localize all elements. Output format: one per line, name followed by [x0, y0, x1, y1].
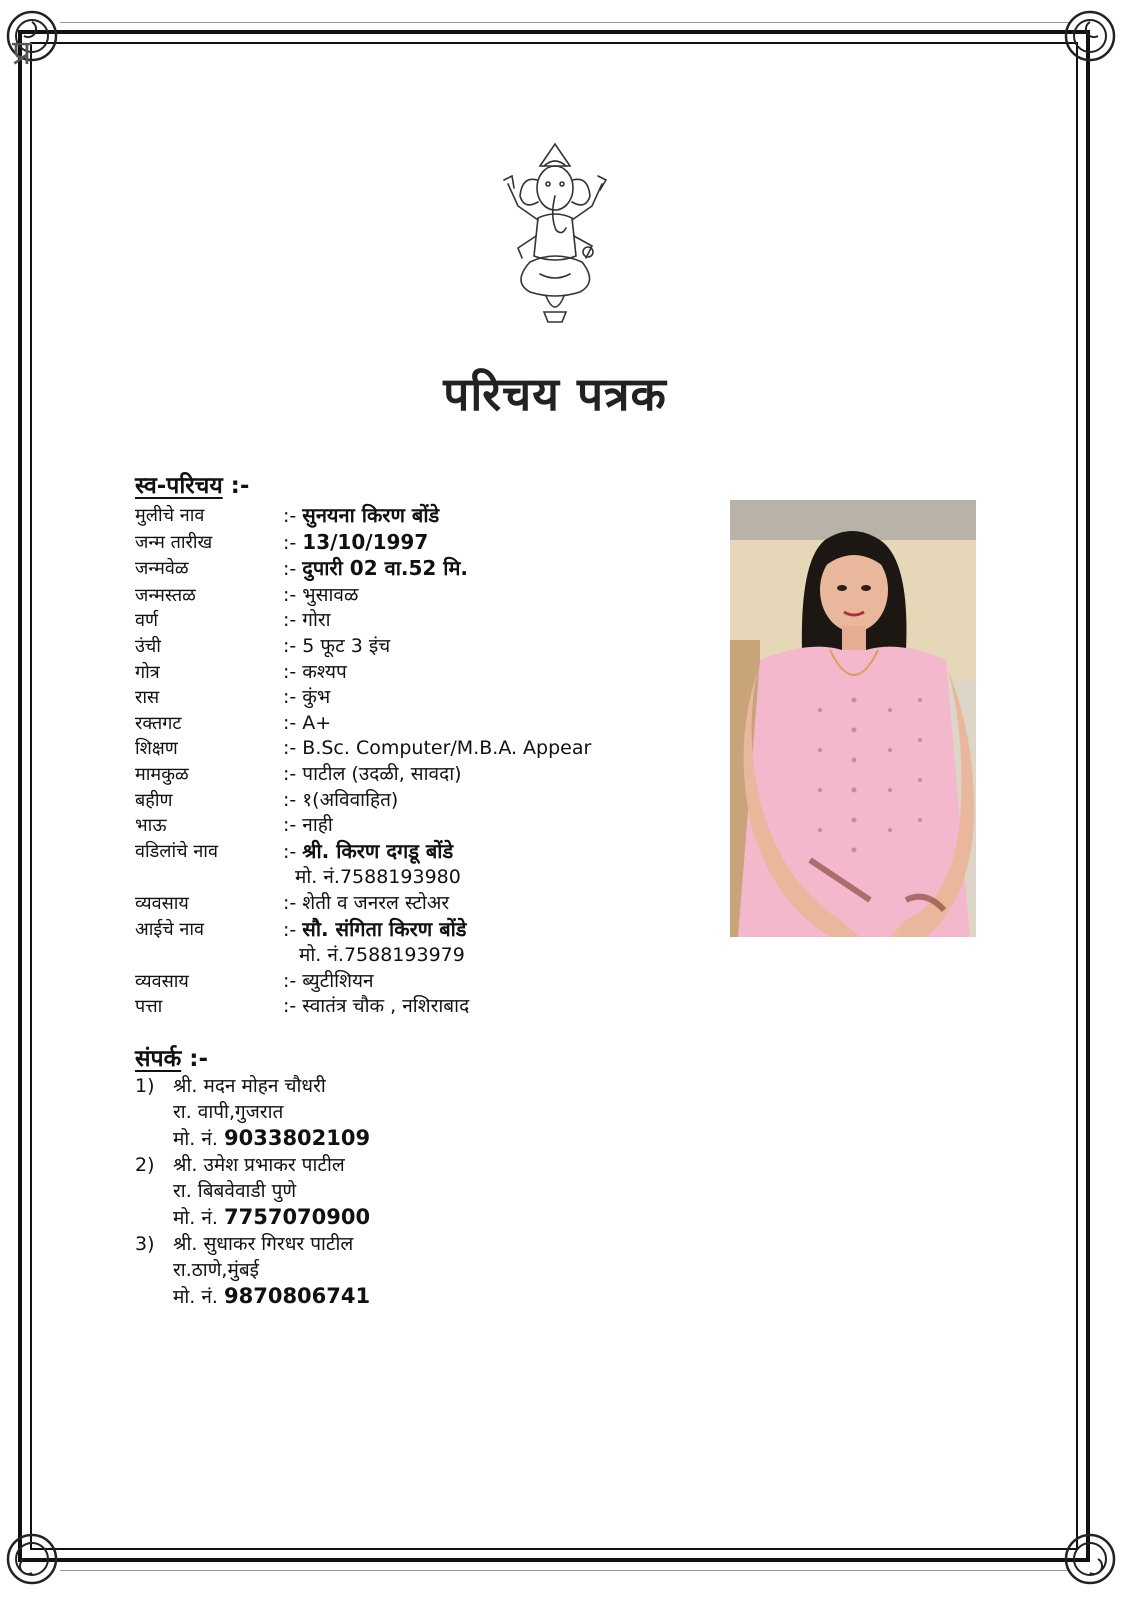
contact-phone — [173, 1125, 370, 1152]
corner-ornament-icon — [1062, 1531, 1118, 1587]
detail-row — [135, 556, 695, 583]
contact-heading — [135, 1041, 208, 1073]
detail-row — [135, 891, 695, 917]
detail-label: आईचे नाव — [135, 918, 205, 940]
detail-row — [135, 608, 695, 634]
detail-row — [135, 969, 695, 995]
detail-label: गोत्र — [135, 661, 160, 683]
detail-row — [135, 530, 695, 557]
contact-name: श्री. उमेश प्रभाकर पाटील — [173, 1154, 345, 1176]
contact-phone-prefix: मो. नं. — [173, 1207, 224, 1229]
detail-separator: :- — [283, 558, 303, 581]
contact-phone-prefix: मो. नं. — [173, 1128, 224, 1150]
detail-label: वडिलांचे नाव — [135, 840, 218, 862]
detail-label: वर्ण — [135, 610, 159, 632]
contact-number: 1) — [135, 1075, 155, 1097]
detail-value-text: सौ. संगिता किरण बोंडे — [302, 916, 467, 941]
detail-row — [135, 503, 695, 530]
detail-value — [283, 891, 695, 917]
contact-body — [173, 1231, 370, 1310]
detail-value — [283, 943, 695, 969]
detail-label: व्यवसाय — [135, 892, 189, 914]
detail-label: जन्म तारीख — [135, 531, 213, 553]
contact-name: श्री. सुधाकर गिरधर पाटील — [173, 1233, 354, 1255]
detail-separator: :- — [283, 840, 303, 863]
detail-separator: :- — [283, 891, 303, 914]
detail-row — [135, 839, 695, 866]
contact-phone-number: 9033802109 — [224, 1126, 371, 1150]
detail-row — [135, 865, 695, 891]
contact-phone-prefix: मो. नं. — [173, 1286, 224, 1308]
contact-body — [173, 1152, 370, 1231]
detail-value-text: दुपारी 02 वा.52 मि. — [302, 556, 469, 581]
detail-separator: :- — [283, 737, 303, 760]
detail-value-text: गोरा — [302, 609, 331, 632]
detail-row — [135, 736, 695, 762]
contact-number: 3) — [135, 1233, 155, 1255]
frame-top-line — [60, 22, 1070, 23]
detail-label: मुलीचे नाव — [135, 505, 205, 526]
personal-heading — [135, 468, 249, 500]
detail-label: शिक्षण — [135, 738, 178, 760]
detail-value-text: नाही — [302, 814, 333, 837]
contact-heading-text: संपर्क — [135, 1046, 182, 1072]
detail-value-text: पाटील (उदळी, सावदा) — [302, 762, 462, 785]
detail-separator: :- — [283, 788, 303, 811]
detail-separator: :- — [283, 814, 303, 837]
detail-value-text: भुसावळ — [302, 583, 359, 606]
corner-ornament-icon — [4, 1531, 60, 1587]
contact-phone — [173, 1204, 370, 1231]
detail-value — [283, 503, 695, 530]
contact-item — [135, 1231, 635, 1310]
detail-separator: :- — [283, 609, 303, 632]
detail-separator: :- — [283, 995, 303, 1018]
contact-list — [135, 1073, 635, 1310]
detail-label: जन्मवेळ — [135, 558, 189, 580]
detail-label: रास — [135, 687, 160, 709]
detail-row — [135, 685, 695, 711]
detail-separator: :- — [283, 531, 303, 554]
detail-value — [283, 583, 695, 609]
detail-separator: :- — [283, 660, 303, 683]
detail-label — [135, 865, 283, 891]
detail-row — [135, 660, 695, 686]
detail-value-text: ब्युटीशियन — [302, 969, 374, 992]
frame-bottom-line — [60, 1570, 1070, 1571]
detail-value-text: शेती व जनरल स्टोअर — [302, 891, 450, 914]
detail-label: बहीण — [135, 789, 173, 811]
detail-value — [283, 711, 695, 737]
detail-label — [135, 943, 283, 969]
contact-item — [135, 1152, 635, 1231]
detail-value — [283, 969, 695, 995]
detail-value — [283, 994, 695, 1020]
contact-number: 2) — [135, 1154, 155, 1176]
detail-value — [283, 608, 695, 634]
detail-value — [283, 788, 695, 814]
detail-value-text: मो. नं.7588193980 — [295, 866, 461, 889]
detail-row — [135, 813, 695, 839]
detail-value — [283, 917, 695, 944]
detail-row — [135, 711, 695, 737]
detail-label: पत्ता — [135, 996, 163, 1018]
detail-row — [135, 917, 695, 944]
detail-row — [135, 583, 695, 609]
detail-value-text: १(अविवाहित) — [302, 788, 399, 811]
detail-row — [135, 634, 695, 660]
detail-value-text: A+ — [302, 711, 332, 734]
detail-separator: :- — [283, 686, 303, 709]
detail-value — [283, 660, 695, 686]
contact-phone-number: 9870806741 — [224, 1284, 371, 1308]
profile-photo — [730, 500, 976, 937]
detail-value-text: कश्यप — [302, 660, 347, 683]
detail-separator: :- — [283, 583, 303, 606]
detail-label: व्यवसाय — [135, 970, 189, 992]
detail-value-text: श्री. किरण दगडू बोंडे — [302, 838, 454, 863]
detail-value — [283, 685, 695, 711]
detail-label: मामकुळ — [135, 763, 189, 785]
detail-label: उंची — [135, 635, 161, 657]
detail-value — [283, 530, 695, 557]
corner-ornament-icon — [1062, 8, 1118, 64]
detail-row — [135, 994, 695, 1020]
detail-separator: :- — [283, 762, 303, 785]
detail-separator: :- — [283, 918, 303, 941]
detail-label: जन्मस्तळ — [135, 584, 196, 606]
detail-value-text: मो. नं.7588193979 — [299, 944, 465, 967]
detail-separator: :- — [283, 969, 303, 992]
page-title: परिचय पत्रक — [443, 367, 667, 421]
personal-heading-text: स्व-परिचय — [135, 473, 223, 499]
detail-value-text: सुनयना किरण बोंडे — [302, 503, 440, 527]
personal-details-list — [135, 503, 695, 1020]
contact-address: रा. वापी,गुजरात — [173, 1101, 284, 1123]
detail-row — [135, 762, 695, 788]
detail-label: भाऊ — [135, 815, 167, 837]
detail-value-text: स्वातंत्र चौक , नशिराबाद — [302, 995, 470, 1018]
detail-row — [135, 943, 695, 969]
detail-separator: :- — [283, 634, 303, 657]
detail-value — [283, 556, 695, 583]
contact-address: रा. बिबवेवाडी पुणे — [173, 1180, 297, 1202]
detail-value — [283, 839, 695, 866]
detail-value-text: B.Sc. Computer/M.B.A. Appear — [302, 737, 592, 760]
contact-body — [173, 1073, 370, 1152]
corner-watermark: प्र — [12, 33, 30, 73]
ganesha-icon — [500, 140, 610, 326]
contact-phone — [173, 1283, 370, 1310]
heading-suffix: :- — [181, 1046, 209, 1072]
contact-item — [135, 1073, 635, 1152]
heading-suffix: :- — [222, 473, 250, 499]
detail-value — [283, 865, 695, 891]
detail-separator: :- — [283, 711, 303, 734]
detail-separator: :- — [283, 505, 303, 527]
detail-value — [283, 813, 695, 839]
contact-address: रा.ठाणे,मुंबई — [173, 1259, 260, 1281]
detail-value-text: कुंभ — [302, 686, 331, 709]
contact-name: श्री. मदन मोहन चौधरी — [173, 1075, 326, 1097]
detail-value-text: 13/10/1997 — [302, 529, 429, 554]
detail-value — [283, 762, 695, 788]
detail-label: रक्तगट — [135, 712, 182, 734]
contact-phone-number: 7757070900 — [224, 1205, 371, 1229]
detail-value-text: 5 फूट 3 इंच — [302, 634, 391, 657]
detail-row — [135, 788, 695, 814]
detail-value — [283, 634, 695, 660]
detail-value — [283, 736, 695, 762]
